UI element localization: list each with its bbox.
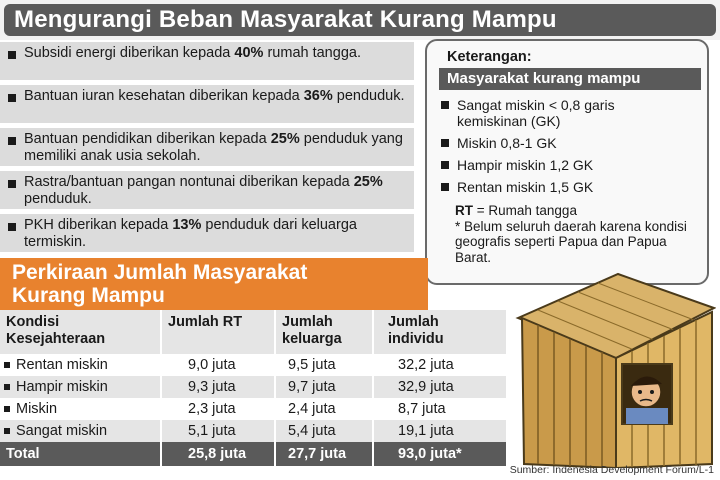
legend-item xyxy=(441,157,593,173)
bullet-item xyxy=(0,171,414,209)
row-square-icon xyxy=(4,362,10,368)
bullet-text: PKH diberikan kepada xyxy=(24,217,173,233)
legend-square-icon xyxy=(441,101,449,109)
header-jumlah-individu: Jumlah individu xyxy=(388,314,444,347)
bullet-square-icon xyxy=(8,180,16,188)
cell-kondisi: Hampir miskin xyxy=(16,379,108,395)
total-rt: 25,8 juta xyxy=(188,446,247,462)
bullet-value: 13% xyxy=(172,217,202,233)
bullet-text: Subsidi energi diberikan kepada xyxy=(24,45,235,61)
column-divider xyxy=(372,310,374,466)
legend-notes xyxy=(455,203,695,265)
bullet-value: 40% xyxy=(234,45,264,61)
bullet-list xyxy=(0,42,416,257)
person-shirt xyxy=(626,408,668,424)
bullet-value: 25% xyxy=(270,131,300,147)
legend-square-icon xyxy=(441,183,449,191)
cell-keluarga: 5,4 juta xyxy=(288,423,336,439)
table-heading: Perkiraan Jumlah Masyarakat Kurang Mampu xyxy=(12,261,308,307)
header-jumlah-keluarga: Jumlah keluarga xyxy=(282,314,342,347)
header-kondisi: Kondisi Kesejahteraan xyxy=(6,314,106,347)
bullet-item xyxy=(0,128,414,166)
cell-rt: 5,1 juta xyxy=(188,423,236,439)
legend-band: Masyarakat kurang mampu xyxy=(439,68,701,90)
bullet-square-icon xyxy=(8,94,16,102)
title-bar xyxy=(0,0,720,40)
rt-def: = Rumah tangga xyxy=(473,203,577,218)
table-header xyxy=(0,310,506,354)
cell-rt: 9,3 juta xyxy=(188,379,236,395)
bullet-value: 25% xyxy=(353,174,383,190)
row-square-icon xyxy=(4,384,10,390)
bullet-text: penduduk dari keluarga termiskin. xyxy=(24,217,357,250)
cell-keluarga: 9,5 juta xyxy=(288,357,336,373)
legend-item xyxy=(441,97,627,129)
cell-individu: 32,9 juta xyxy=(398,379,454,395)
row-square-icon xyxy=(4,428,10,434)
cell-individu: 19,1 juta xyxy=(398,423,454,439)
total-keluarga: 27,7 juta xyxy=(288,446,347,462)
legend-box xyxy=(425,39,709,285)
hut-illustration xyxy=(498,268,716,468)
bullet-item xyxy=(0,214,414,252)
bullet-text: Bantuan pendidikan diberikan kepada xyxy=(24,131,271,147)
bullet-text: penduduk. xyxy=(332,88,405,104)
legend-item-text: Miskin 0,8-1 GK xyxy=(457,135,557,151)
page-title: Mengurangi Beban Masyarakat Kurang Mampu xyxy=(14,6,557,33)
legend-item-text: Sangat miskin < 0,8 garis kemiskinan (GK) xyxy=(457,97,615,129)
legend-square-icon xyxy=(441,139,449,147)
cell-rt: 9,0 juta xyxy=(188,357,236,373)
header-jumlah-rt: Jumlah RT xyxy=(168,314,243,330)
bullet-square-icon xyxy=(8,137,16,145)
row-square-icon xyxy=(4,406,10,412)
footnote: * Belum seluruh daerah karena kondisi geografis seperti Papua dan Papua Barat. xyxy=(455,218,687,265)
legend-square-icon xyxy=(441,161,449,169)
cell-kondisi: Rentan miskin xyxy=(16,357,108,373)
table-row xyxy=(0,398,506,420)
cell-individu: 8,7 juta xyxy=(398,401,446,417)
bullet-square-icon xyxy=(8,51,16,59)
bullet-text: rumah tangga. xyxy=(263,45,361,61)
bullet-value: 36% xyxy=(303,88,333,104)
table-row xyxy=(0,376,506,398)
legend-item xyxy=(441,135,557,151)
column-divider xyxy=(160,310,162,466)
legend-item xyxy=(441,179,593,195)
bullet-text: Rastra/bantuan pangan nontunai diberikan kepada xyxy=(24,174,354,190)
total-individu: 93,0 juta* xyxy=(398,446,462,462)
bullet-square-icon xyxy=(8,223,16,231)
cell-keluarga: 2,4 juta xyxy=(288,401,336,417)
rt-abbr: RT xyxy=(455,203,473,218)
cell-keluarga: 9,7 juta xyxy=(288,379,336,395)
bullet-text: penduduk yang memiliki anak usia sekolah. xyxy=(24,131,403,164)
total-row xyxy=(0,442,506,466)
legend-heading: Keterangan: xyxy=(447,49,532,65)
cell-kondisi: Sangat miskin xyxy=(16,423,108,439)
cell-rt: 2,3 juta xyxy=(188,401,236,417)
legend-item-text: Rentan miskin 1,5 GK xyxy=(457,179,594,195)
bullet-text: Bantuan iuran kesehatan diberikan kepada xyxy=(24,88,304,104)
bullet-text: penduduk. xyxy=(24,191,92,207)
cell-individu: 32,2 juta xyxy=(398,357,454,373)
total-label: Total xyxy=(6,446,40,462)
bullet-item xyxy=(0,42,414,80)
table-row xyxy=(0,420,506,442)
column-divider xyxy=(274,310,276,466)
legend-item-text: Hampir miskin 1,2 GK xyxy=(457,157,594,173)
data-table xyxy=(0,310,506,466)
cell-kondisi: Miskin xyxy=(16,401,58,417)
table-row xyxy=(0,354,506,376)
table-heading-band xyxy=(0,258,428,310)
rt-definition xyxy=(455,203,695,219)
source-credit: Sumber: Indenesia Development Forum/L-1 xyxy=(509,464,714,476)
bullet-item xyxy=(0,85,414,123)
